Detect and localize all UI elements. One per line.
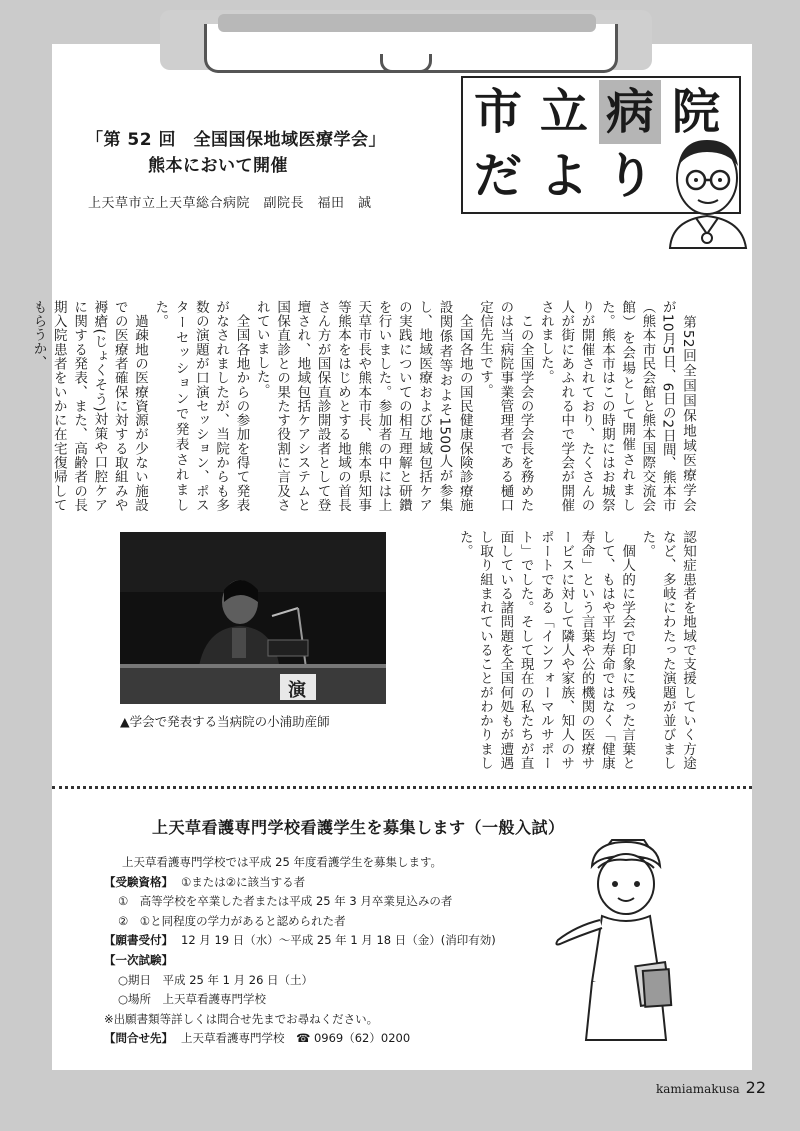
section-divider bbox=[52, 786, 752, 789]
recruit-qualification bbox=[104, 873, 564, 893]
article-title-line2: 熊本において開催 bbox=[148, 156, 288, 176]
article-title-line1: 「第 52 回 全国国保地域医療学会」 bbox=[86, 130, 386, 150]
podium-sign: 演 bbox=[288, 680, 306, 701]
nurse-illustration bbox=[552, 832, 692, 1052]
article-body-upper: 第52回全国国保地域医療学会が10月5日、6日の2日間、熊本市（熊本市民会館と熊本国際交流会館）を会場として開催されました。熊本市はこの時期にはお城祭りが開催されており、たくさんの人が街にあふれる中で学会が開催されました。 この全国学会の学会長を務めたのは当病院事業管理者である樋口定信先生です。 全国各地の国民健康保険診療施設関係者等およそ1500人が参集し、地域医療および地域包括ケアの実践についての相互理解と研鑽を行いました。参加者の中には上天草市長や熊本市長、熊本県知事等熊本をはじめとする地域の首長さん方が国保直診開設者として登壇され、地域包括ケアシステムと国保直診との果たす役割に言及されていました。 全国各地からの参加を得て発表がなされましたが、当院からも多数の演題が口演セッション、ポスターセッションで発表されました。 過疎地の医療資源が少ない施設での医療者確保に対する取組みや褥瘡(じょくそう)対策や口腔ケアに関する発表、また、高齢者の長期入院患者をいかに在宅復帰してもらうか、 bbox=[30, 300, 696, 512]
application-label: 【願書受付】 bbox=[104, 933, 173, 948]
exam-label: 【一次試験】 bbox=[104, 952, 173, 967]
clipboard-ring bbox=[380, 54, 432, 73]
recruit-details bbox=[104, 853, 564, 1049]
qualification-text: ①または②に該当する者 bbox=[181, 874, 306, 889]
recruit-note: ※出願書類等詳しくは問合せ先までお尋ねください。 bbox=[104, 1011, 379, 1026]
article-body-lower: 認知症患者を地域で支援していく方途など、多岐にわたった演題が並びました。 個人的に学会で印象に残った言葉として、もはや平均寿命ではなく「健康寿命」という言葉や公的機関の医療サービスに対して隣人や家族、知人のサポートである「インフォーマルサポート」でした。そして現在の私たちが直面している諸問題を全国何処もが遭遇し取り組まれていることがわかりました。 bbox=[456, 530, 696, 770]
contact-text: 上天草看護専門学校 ☎ 0969（62）0200 bbox=[181, 1031, 411, 1046]
recruit-title: 上天草看護専門学校看護学生を募集します（一般入試） bbox=[152, 818, 565, 837]
recruit-contact bbox=[104, 1029, 564, 1049]
photo-caption: ▲学会で発表する当病院の小浦助産師 bbox=[120, 714, 330, 729]
qualification-label: 【受験資格】 bbox=[104, 874, 173, 889]
qualification-item-1: ① 高等学校を卒業した者または平成 25 年 3 月卒業見込みの者 bbox=[118, 894, 453, 909]
logo-char: だ bbox=[473, 148, 522, 204]
page-footer bbox=[656, 1078, 766, 1097]
qualification-item-2: ② ①と同程度の学力があると認められた者 bbox=[118, 913, 346, 928]
article-title bbox=[86, 127, 426, 179]
logo-char: 立 bbox=[539, 84, 588, 140]
recruit-intro: 上天草看護専門学校では平成 25 年度看護学生を募集します。 bbox=[122, 855, 443, 869]
doctor-illustration bbox=[662, 130, 752, 250]
page-number: 22 bbox=[745, 1078, 767, 1097]
recruit-application bbox=[104, 931, 564, 951]
logo-char: 病 bbox=[599, 80, 661, 144]
article-author: 上天草市立上天草総合病院 副院長 福田 誠 bbox=[88, 196, 372, 211]
exam-date: ○期日 平成 25 年 1 月 26 日（土） bbox=[118, 972, 314, 987]
conference-photo bbox=[120, 532, 386, 704]
exam-place: ○場所 上天草看護専門学校 bbox=[118, 992, 267, 1007]
contact-label: 【問合せ先】 bbox=[104, 1031, 173, 1046]
logo-char: よ bbox=[539, 148, 588, 204]
conference-photo-image bbox=[120, 532, 386, 704]
logo-char: 市 bbox=[473, 84, 522, 140]
logo-char: り bbox=[605, 148, 654, 204]
clipboard-bar bbox=[218, 14, 596, 32]
application-text: 12 月 19 日（水）～平成 25 年 1 月 18 日（金）(消印有効) bbox=[181, 933, 496, 948]
footer-brand: kamiamakusa bbox=[656, 1082, 740, 1096]
logo-char: 院 bbox=[671, 84, 720, 140]
